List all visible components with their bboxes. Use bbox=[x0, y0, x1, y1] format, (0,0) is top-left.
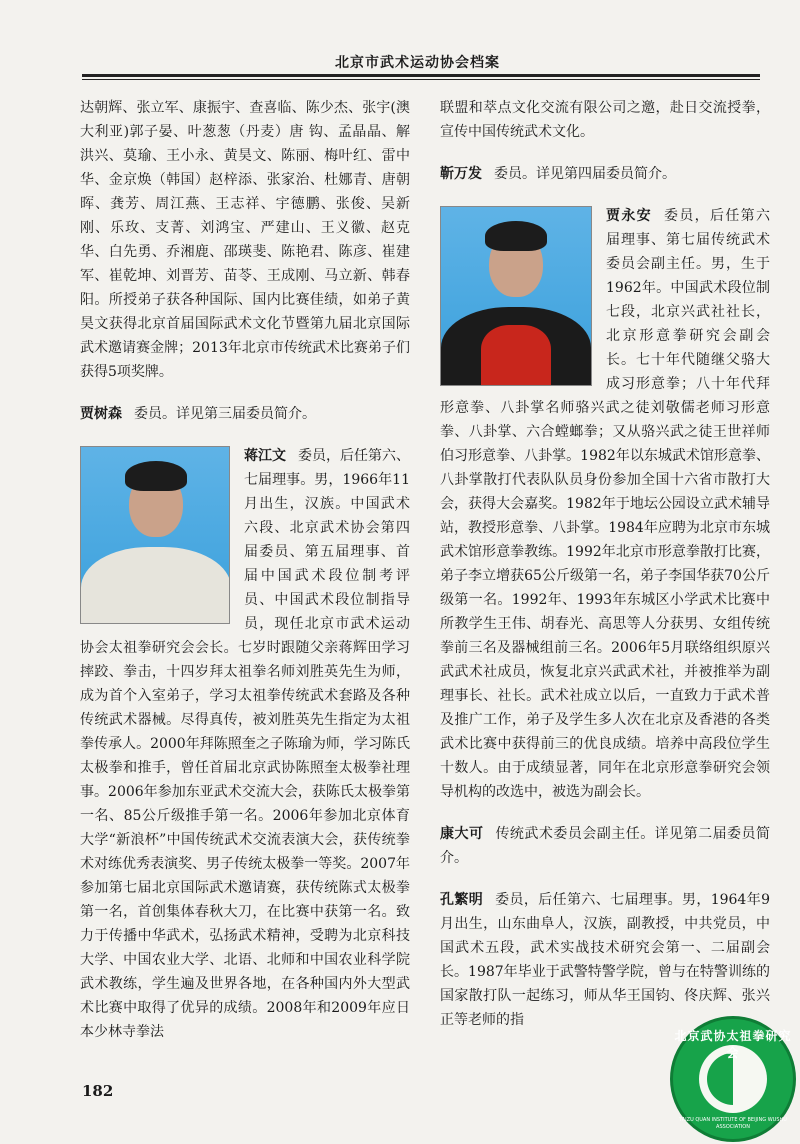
member-name: 康大可 bbox=[440, 826, 484, 842]
entry-kang-dake bbox=[440, 822, 770, 870]
association-seal-logo bbox=[670, 1016, 796, 1142]
portrait-photo-jiang-jiangwen bbox=[80, 446, 230, 624]
paragraph-student-list: 达朝辉、张立军、康振宇、查喜临、陈少杰、张宇(澳大利亚)郭子晏、叶葱葱（丹麦）唐 钩、孟晶晶、解洪兴、莫瑜、王小永、黄昊文、陈丽、梅叶红、雷中华、金京焕（韩国）赵梓添、张家治、杜娜青、唐朝晖、龚芳、周江燕、王志祥、宇德鹏、张俊、吴新刚、乐玫、支菁、刘鸿宝、严建山、王义徽、赵克华、白先勇、乔湘鹿、邵瑛斐、陈艳君、陈彦、崔建军、崔乾坤、刘晋芳、苗苓、王成刚、马立新、韩春阳。所授弟子获各种国际、国内比赛佳绩，如弟子黄昊文获得北京首届国际武术文化节暨第九届北京国际武术邀请赛金牌；2013年北京市传统武术比赛弟子们获得5项奖牌。 bbox=[80, 100, 410, 380]
seal-text-chinese: 北京武协太祖拳研究会 bbox=[674, 1029, 792, 1060]
page-number: 182 bbox=[82, 1082, 114, 1100]
header-rule bbox=[82, 74, 760, 80]
entry-jin-wanfa bbox=[440, 162, 770, 186]
member-bio: 委员，后任第六、七届理事。男，1966年11月出生，汉族。中国武术六段、北京武术协会第四届委员、第五届理事、首届中国武术段位制考评员、中国武术段位制指导员，现任北京市武术运动协会太祖拳研究会会长。七岁时跟随父亲蒋辉田学习摔跤、拳击，十四岁拜太祖拳名师刘胜英先生为师，成为首个入室弟子，学习太祖拳传统武术套路及各种传统武术器械。尽得真传，被刘胜英先生指定为太祖拳传承人。2000年拜陈照奎之子陈瑜为师，学习陈氏太极拳和推手，曾任首届北京武协陈照奎太极拳社理事。2006年参加东亚武术交流大会，获陈氏太极拳第一名、85公斤级推手第一名。2006年参加北京体育大学“新浪杯”中国传统武术交流表演大会，获传统拳术对练优秀表演奖、男子传统太极拳一等奖。2007年参加第七届北京国际武术邀请赛，获传统陈式太极拳第一名，首创集体春秋大刀，在比赛中获第一名。致力于传播中华武术，弘扬武术精神，受聘为北京科技大学、中国农业大学、北语、北师和中国农业科学院武术教练，学生遍及世界各地，在各种国内外大型武术比赛中取得了优异的成绩。2008年和2009年应日本少林寺拳法 bbox=[80, 448, 410, 1040]
member-name: 孔繁明 bbox=[440, 892, 484, 908]
portrait-photo-jia-yongan bbox=[440, 206, 592, 386]
running-header: 北京市武术运动协会档案 bbox=[335, 55, 500, 71]
paragraph-continued: 联盟和萃点文化交流有限公司之邀，赴日交流授拳，宣传中国传统武术文化。 bbox=[440, 100, 770, 140]
member-name: 靳万发 bbox=[440, 166, 482, 182]
member-bio: 委员。详见第三届委员简介。 bbox=[134, 406, 316, 422]
member-name: 贾永安 bbox=[606, 208, 652, 224]
member-name: 贾树森 bbox=[80, 406, 122, 422]
member-bio: 委员，后任第六届理事、第七届传统武术委员会副主任。男，生于1962年。中国武术段位制七段，北京兴武社社长，北京形意拳研究会副会长。七十年代随继父骆大成习形意拳；八十年代拜形意拳、八卦掌名师骆兴武之徒刘敬儒老师习形意拳、八卦掌、六合螳螂拳；又从骆兴武之徒王世祥师伯习形意拳、八卦掌。1982年以东城武术馆形意拳、八卦掌散打代表队队员身份参加全国十六省市散打大会，获得大会嘉奖。1982年于地坛公园设立武术辅导站，教授形意拳、八卦掌。1984年应聘为北京市东城武术馆形意拳教练。1992年北京市形意拳散打比赛，弟子李立增获65公斤级第一名，弟子李国华获70公斤级第一名。1992年、1993年东城区小学武术比赛中所教学生王伟、胡春光、高思等人分获男、女组传统拳前三名及器械组前三名。2006年5月联络组织原兴武武术社成员，恢复北京兴武武术社，并被推举为副理事长、社长。武术社成立以后，一直致力于武术普及推广工作，弟子及学生多人次在北京及香港的各类武术比赛中获得前三的优良成绩。培养中高段位学生十数人。由于成绩显著，同年在北京形意拳研究会领导机构的改选中，被选为副会长。 bbox=[440, 208, 770, 800]
member-bio: 委员。详见第四届委员简介。 bbox=[494, 166, 676, 182]
entry-kong-fanming bbox=[440, 888, 770, 1032]
entry-jia-shusen bbox=[80, 402, 410, 426]
member-bio: 委员，后任第六、七届理事。男，1964年9月出生，山东曲阜人，汉族，副教授，中共党员，中国武术五段，武术实战技术研究会第一、二届副会长。1987年毕业于武警特警学院，曾与在特警训练的国家散打队一起练习，师从华王国钧、佟庆辉、张兴正等老师的指 bbox=[440, 892, 770, 1028]
left-column bbox=[80, 96, 410, 1044]
member-bio: 传统武术委员会副主任。详见第二届委员简介。 bbox=[440, 826, 771, 866]
right-column bbox=[440, 96, 770, 1032]
seal-text-english: TAIZU QUAN INSTITUTE OF BEIJING WUSHU ASSOCIATION bbox=[679, 1117, 787, 1130]
member-name: 蒋江文 bbox=[244, 448, 286, 464]
